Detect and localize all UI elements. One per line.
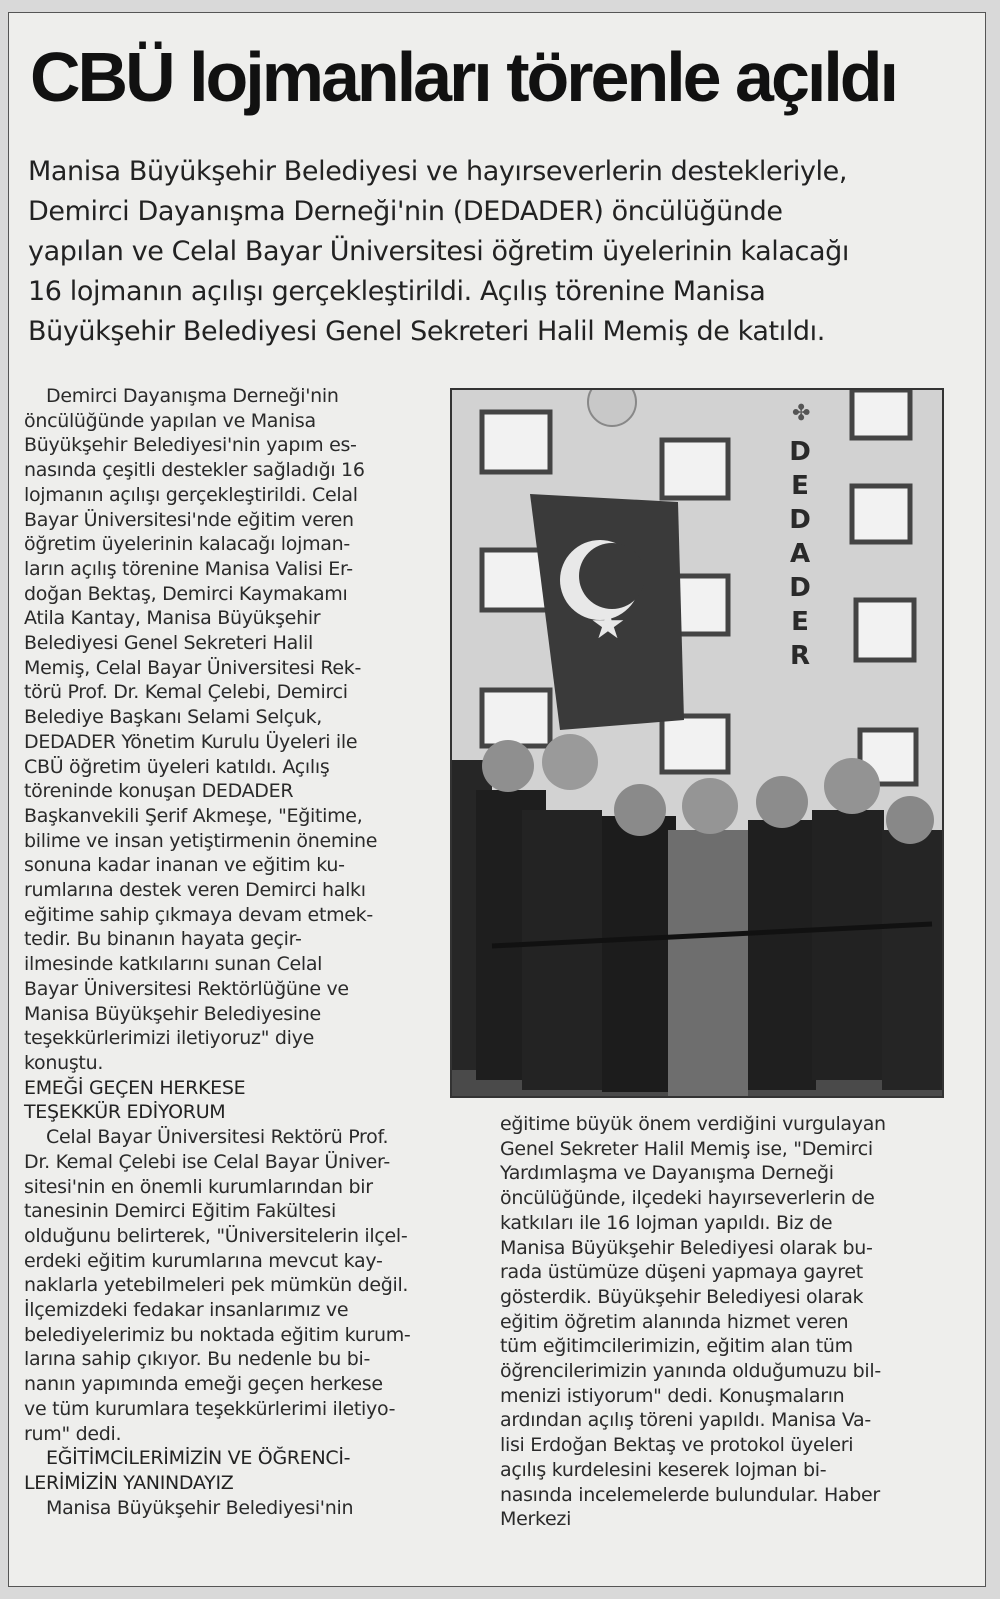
text-line: Manisa Büyükşehir Belediyesine <box>24 1002 321 1025</box>
text-line: Memiş, Celal Bayar Üniversitesi Rek- <box>24 656 362 679</box>
text-line: nanın yapımında emeği geçen herkese <box>24 1373 383 1396</box>
lead-line: Demirci Dayanışma Derneği'nin (DEDADER) öncülüğünde <box>28 196 783 227</box>
text-line: olduğunu belirterek, "Üniversitelerin ilçel- <box>24 1224 408 1247</box>
text-line: eğitime büyük önem verdiğini vurgulayan <box>500 1113 886 1135</box>
text-line: doğan Bektaş, Demirci Kaymakamı <box>24 582 348 605</box>
text-line: ve tüm kurumlara teşekkürlerimi iletiyo- <box>24 1397 396 1420</box>
text-line: Genel Sekreter Halil Memiş ise, "Demirci <box>500 1137 873 1160</box>
text-line: Demirci Dayanışma Derneği'nin <box>46 385 339 407</box>
text-line: erdeki eğitim kurumlarına mevcut kay- <box>24 1249 383 1272</box>
text-line: töreninde konuşan DEDADER <box>24 780 294 803</box>
text-line: tanesinin Demirci Eğitim Fakültesi <box>24 1200 336 1223</box>
ceremony-photo-illustration <box>452 390 942 1096</box>
text-line: Yardımlaşma ve Dayanışma Derneği <box>500 1162 834 1185</box>
text-line: katkıları ile 16 lojman yapıldı. Biz de <box>500 1211 833 1234</box>
subheading-line: EMEĞİ GEÇEN HERKESE <box>24 1076 246 1099</box>
text-line: menizi istiyorum" dedi. Konuşmaların <box>500 1384 845 1407</box>
text-line: Belediye Başkanı Selami Selçuk, <box>24 706 323 729</box>
text-line: Dr. Kemal Çelebi ise Celal Bayar Üniver- <box>24 1150 390 1173</box>
text-line: tüm eğitimcilerimizin, eğitim alan tüm <box>500 1335 853 1358</box>
building-sign <box>789 437 811 671</box>
article-column-left <box>24 384 464 1520</box>
sign-letter: D <box>789 573 811 603</box>
text-line: bilime ve insan yetiştirmenin önemine <box>24 829 378 852</box>
sign-letter: D <box>789 505 811 535</box>
text-line: törü Prof. Dr. Kemal Çelebi, Demirci <box>24 681 348 704</box>
subheading-2 <box>24 1446 464 1495</box>
text-line: Manisa Büyükşehir Belediyesi olarak bu- <box>500 1236 873 1259</box>
text-line: öğretim üyelerinin kalacağı lojman- <box>24 533 350 556</box>
subheading-line: EĞİTİMCİLERİMİZİN VE ÖĞRENCİ- <box>46 1447 351 1470</box>
paragraph-1 <box>24 384 464 1076</box>
lead-line: Büyükşehir Belediyesi Genel Sekreteri Halil Memiş de katıldı. <box>28 316 825 347</box>
text-line: belediyelerimiz bu noktada eğitim kurum- <box>24 1323 411 1346</box>
lead-line: yapılan ve Celal Bayar Üniversitesi öğretim üyelerinin kalacağı <box>28 236 849 267</box>
sign-letter: E <box>791 471 809 501</box>
text-line: DEDADER Yönetim Kurulu Üyeleri ile <box>24 730 358 753</box>
text-line: eğitime sahip çıkmaya devam etmek- <box>24 903 373 926</box>
text-line: konuştu. <box>24 1051 104 1074</box>
text-line: lisi Erdoğan Bektaş ve protokol üyeleri <box>500 1434 854 1457</box>
subheading-line: LERİMİZİN YANINDAYIZ <box>24 1471 234 1494</box>
text-line: Atila Kantay, Manisa Büyükşehir <box>24 607 321 630</box>
text-line: nasında çeşitli destekler sağladığı 16 <box>24 459 365 482</box>
sign-letter: A <box>789 539 811 569</box>
text-line: ardından açılış töreni yapıldı. Manisa Va- <box>500 1409 871 1432</box>
text-line: rada üstümüze düşeni yapmaya gayret <box>500 1261 863 1284</box>
ceremony-photo <box>450 388 944 1098</box>
text-line: naklarla yetebilmeleri pek mümkün değil. <box>24 1274 409 1297</box>
subheading-1 <box>24 1076 464 1125</box>
headline: CBÜ lojmanları törenle açıldı <box>30 38 896 116</box>
text-line: Merkezi <box>500 1508 572 1531</box>
text-line: öncülüğünde yapılan ve Manisa <box>24 409 316 432</box>
paragraph-3 <box>24 1496 464 1521</box>
text-line: İlçemizdeki fedakar insanlarımız ve <box>24 1299 349 1322</box>
text-line: gösterdik. Büyükşehir Belediyesi olarak <box>500 1285 864 1308</box>
text-line: Başkanvekili Şerif Akmeşe, "Eğitime, <box>24 804 363 827</box>
sign-letter: E <box>791 607 809 637</box>
article-column-right <box>500 1112 960 1532</box>
text-line: Büyükşehir Belediyesi'nin yapım es- <box>24 434 357 457</box>
text-line: Manisa Büyükşehir Belediyesi'nin <box>46 1496 354 1519</box>
text-line: nasında incelemelerde bulundular. Haber <box>500 1483 880 1506</box>
sign-letter: D <box>789 437 811 467</box>
text-line: CBÜ öğretim üyeleri katıldı. Açılış <box>24 755 330 778</box>
text-line: öğrencilerimizin yanında olduğumuzu bil- <box>500 1360 881 1383</box>
sign-ornament-icon: ✤ <box>792 401 811 426</box>
sign-letter: R <box>789 641 811 671</box>
text-line: açılış kurdelesini keserek lojman bi- <box>500 1458 827 1481</box>
paragraph-2 <box>24 1125 464 1446</box>
lead-line: Manisa Büyükşehir Belediyesi ve hayırseverlerin destekleriyle, <box>28 156 848 187</box>
text-line: larına sahip çıkıyor. Bu nedenle bu bi- <box>24 1348 371 1371</box>
text-line: tedir. Bu binanın hayata geçir- <box>24 928 302 951</box>
text-line: teşekkürlerimizi iletiyoruz" diye <box>24 1027 314 1050</box>
text-line: ilmesinde katkılarını sunan Celal <box>24 953 323 976</box>
text-line: eğitim öğretim alanında hizmet veren <box>500 1310 849 1333</box>
text-line: ların açılış törenine Manisa Valisi Er- <box>24 557 353 580</box>
text-line: lojmanın açılışı gerçekleştirildi. Celal <box>24 483 358 506</box>
lead-paragraph <box>28 152 968 352</box>
text-line: Bayar Üniversitesi'nde eğitim veren <box>24 508 354 531</box>
text-line: Belediyesi Genel Sekreteri Halil <box>24 632 313 655</box>
text-line: öncülüğünde, ilçedeki hayırseverlerin de <box>500 1187 875 1210</box>
text-line: rum" dedi. <box>24 1422 122 1445</box>
subheading-line: TEŞEKKÜR EDİYORUM <box>24 1101 226 1124</box>
text-line: Celal Bayar Üniversitesi Rektörü Prof. <box>46 1126 389 1149</box>
lead-line: 16 lojmanın açılışı gerçekleştirildi. Açılış törenine Manisa <box>28 276 766 307</box>
text-line: Bayar Üniversitesi Rektörlüğüne ve <box>24 977 349 1000</box>
text-line: sonuna kadar inanan ve eğitim ku- <box>24 854 345 877</box>
text-line: rumlarına destek veren Demirci halkı <box>24 879 366 902</box>
star-icon: ★ <box>590 602 626 648</box>
text-line: sitesi'nin en önemli kurumlarından bir <box>24 1175 373 1198</box>
